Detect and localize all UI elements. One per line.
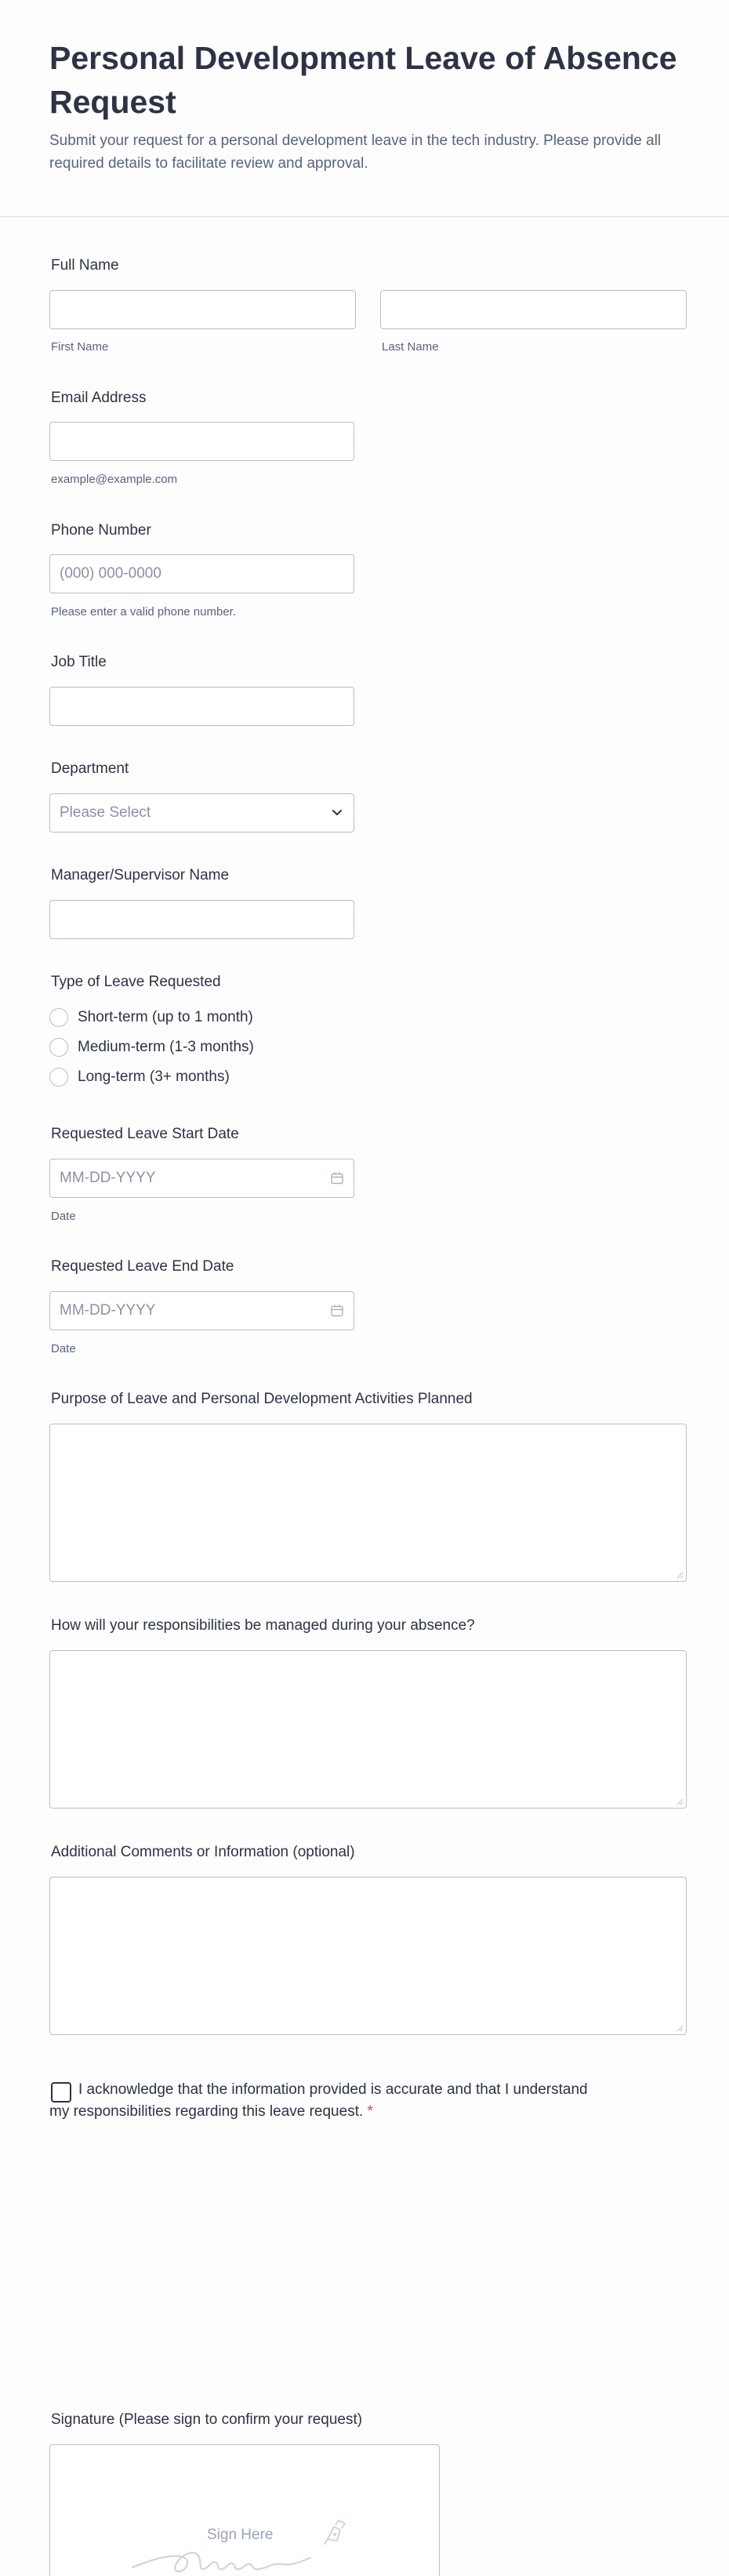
job-title-label: Job Title <box>51 654 107 670</box>
end-date-placeholder: MM-DD-YYYY <box>60 1302 156 1319</box>
calendar-icon[interactable] <box>330 1171 344 1185</box>
responsibilities-label: How will your responsibilities be managed during your absence? <box>51 1617 475 1634</box>
purpose-label: Purpose of Leave and Personal Development Activities Planned <box>51 1391 473 1407</box>
email-sublabel: example@example.com <box>51 473 178 486</box>
phone-input[interactable] <box>49 554 354 593</box>
department-label: Department <box>51 760 129 777</box>
start-date-input[interactable] <box>49 1159 354 1198</box>
email-input[interactable] <box>49 422 354 461</box>
department-selected: Please Select <box>60 804 151 821</box>
end-date-input[interactable] <box>49 1291 354 1330</box>
resize-grip-icon[interactable] <box>676 1571 684 1579</box>
leave-option-label: Long-term (3+ months) <box>78 1068 230 1085</box>
acknowledge-label: I acknowledge that the information provided is accurate and that I understand my responsibilities regarding this leave request. <box>49 2081 588 2120</box>
acknowledge-text <box>49 2079 598 2123</box>
purpose-textarea[interactable] <box>49 1424 687 1582</box>
end-date-label: Requested Leave End Date <box>51 1258 234 1275</box>
last-name-sublabel: Last Name <box>382 340 439 354</box>
calendar-icon[interactable] <box>330 1304 344 1318</box>
leave-type-label: Type of Leave Requested <box>51 974 221 990</box>
full-name-label: Full Name <box>51 257 119 274</box>
start-date-label: Requested Leave Start Date <box>51 1126 239 1142</box>
last-name-input[interactable] <box>380 290 687 329</box>
manager-input[interactable] <box>49 900 354 939</box>
phone-sublabel: Please enter a valid phone number. <box>51 605 236 619</box>
start-date-placeholder: MM-DD-YYYY <box>60 1170 156 1186</box>
signature-label: Signature (Please sign to confirm your request) <box>51 2411 363 2428</box>
radio-button[interactable] <box>49 1008 68 1027</box>
first-name-input[interactable] <box>49 290 356 329</box>
signature-placeholder: Sign Here <box>207 2527 274 2543</box>
leave-option-label: Short-term (up to 1 month) <box>78 1009 253 1025</box>
chevron-down-icon <box>330 805 344 819</box>
radio-button[interactable] <box>49 1038 68 1057</box>
page-title: Personal Development Leave of Absence Request <box>49 40 677 120</box>
department-select[interactable] <box>49 793 354 833</box>
email-label: Email Address <box>51 390 147 406</box>
comments-label: Additional Comments or Information (optional) <box>51 1844 355 1860</box>
leave-option-label: Medium-term (1-3 months) <box>78 1039 254 1055</box>
phone-placeholder: (000) 000-0000 <box>60 565 161 582</box>
required-mark: * <box>367 2103 373 2120</box>
first-name-sublabel: First Name <box>51 340 109 354</box>
form-header <box>0 0 729 217</box>
signature-pad[interactable] <box>49 2444 440 2576</box>
job-title-input[interactable] <box>49 687 354 726</box>
manager-label: Manager/Supervisor Name <box>51 867 230 883</box>
radio-button[interactable] <box>49 1068 68 1087</box>
responsibilities-textarea[interactable] <box>49 1650 687 1809</box>
comments-textarea[interactable] <box>49 1877 687 2035</box>
resize-grip-icon[interactable] <box>676 1798 684 1805</box>
end-date-sublabel: Date <box>51 1342 76 1355</box>
page-subtitle: Submit your request for a personal development leave in the tech industry. Please provide all required details to facilitate review and approval. <box>49 132 662 172</box>
pen-icon <box>320 2519 348 2547</box>
start-date-sublabel: Date <box>51 1210 76 1223</box>
resize-grip-icon[interactable] <box>676 2024 684 2032</box>
phone-label: Phone Number <box>51 522 151 539</box>
